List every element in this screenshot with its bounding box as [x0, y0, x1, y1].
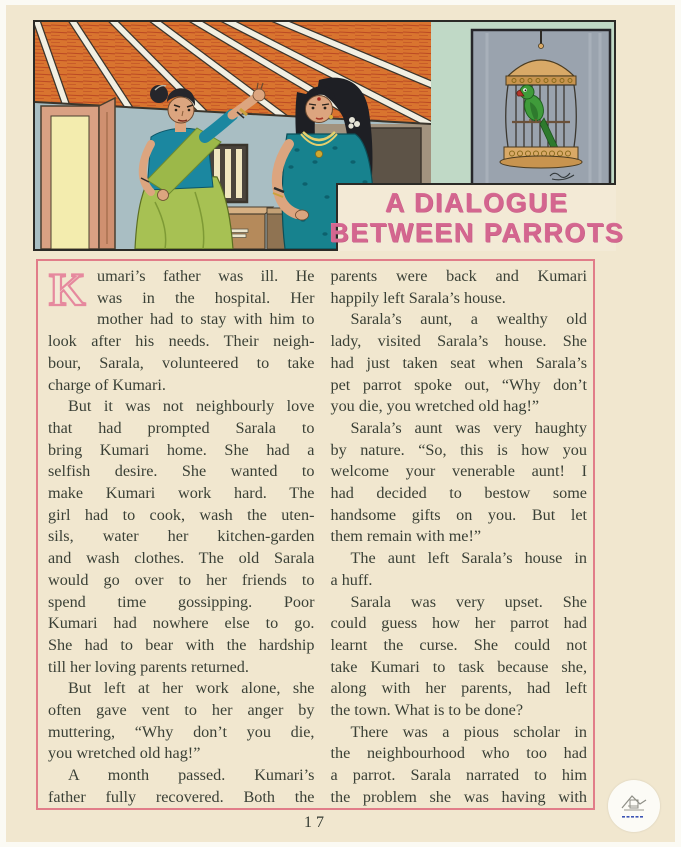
text-line: happily left Sarala’s house.: [330, 288, 506, 307]
text-line: the town. What is to be done?: [330, 701, 524, 720]
text-line: often gave vent to her anger by: [48, 701, 315, 720]
drop-cap-letter: K: [49, 269, 86, 311]
story-text-box: [36, 259, 595, 810]
text-line: that had prompted Sarala to: [48, 418, 315, 437]
publisher-stamp: [608, 780, 660, 832]
text-line: was in the hospital. Her: [97, 288, 315, 307]
drop-cap: [48, 269, 92, 311]
text-line: She had to bear with the hardship: [48, 635, 315, 654]
parrot-cage-inset: [472, 30, 610, 187]
text-line: learnt the curse. She could not: [330, 635, 587, 654]
text-line: handsome gifts on you. But let: [330, 505, 587, 524]
text-line: spend time gossipping. Poor: [48, 592, 315, 611]
story-title-box: [329, 183, 625, 251]
text-line: muttering, “Why don’t you die,: [48, 722, 315, 741]
page-number: 17: [304, 814, 328, 831]
text-line: a parrot. Sarala narrated to him: [330, 766, 587, 785]
text-line: a huff.: [330, 570, 373, 589]
text-line: take Kumari to task because she,: [330, 657, 587, 676]
text-line: by nature. “So, this is how you: [330, 440, 587, 459]
text-line: father fully recovered. Both the: [48, 787, 315, 806]
text-line: make Kumari work hard. The: [48, 484, 315, 503]
text-line: A month passed. Kumari’s: [68, 766, 315, 785]
text-line: pet parrot spoke out, “Why don’t: [330, 375, 587, 394]
text-line: welcome your venerable aunt! I: [330, 462, 587, 481]
text-line: the problem she was having with: [330, 787, 587, 806]
bindi: [317, 97, 321, 101]
text-line: But left at her work alone, she: [68, 679, 315, 698]
text-line: them remain with me!”: [330, 527, 482, 546]
text-column: [330, 266, 587, 809]
text-line: mother had to stay with him to: [97, 310, 315, 329]
text-line: girl had to cook, wash the uten-: [48, 505, 315, 524]
text-line: parents were back and Kumari: [330, 267, 587, 285]
text-line: lady, visited Sarala’s house. She: [330, 332, 587, 351]
text-line: Sarala’s aunt was very haughty: [350, 418, 587, 437]
text-line: There was a pious scholar in: [350, 722, 587, 741]
text-line: the neighbourhood who too had: [330, 744, 587, 763]
text-line: charge of Kumari.: [48, 375, 166, 394]
text-line: had just taken seat when Sarala’s: [330, 353, 587, 372]
open-door: [41, 98, 115, 249]
text-line: The aunt left Sarala’s house in: [350, 549, 587, 568]
text-line: Sarala was very upset. She: [350, 592, 587, 611]
text-line: sils, water her kitchen-garden: [48, 527, 315, 546]
text-line: would go over to her friends to: [48, 570, 315, 589]
text-line: look after his needs. Their neigh-: [48, 332, 315, 351]
earring: [329, 115, 333, 119]
text-line: till her loving parents returned.: [48, 657, 249, 676]
text-line: you die, you wretched old hag!”: [330, 397, 540, 416]
text-column: [48, 266, 314, 809]
text-line: had decided to bestow some: [330, 484, 587, 503]
text-line: along with her parents, had left: [330, 679, 587, 698]
text-line: and wash clothes. The old Sarala: [48, 549, 315, 568]
stamp-sketch-icon: [614, 786, 654, 826]
text-line: Sarala’s aunt, a wealthy old: [350, 310, 587, 329]
text-line: Kumari had nowhere else to go.: [48, 614, 315, 633]
text-line: could guess how her parrot had: [330, 614, 587, 633]
text-line: umari’s father was ill. He: [97, 267, 315, 285]
text-line: you wretched old hag!”: [48, 744, 201, 763]
text-line: selfish desire. She wanted to: [48, 462, 315, 481]
text-line: bring Kumari home. She had a: [48, 440, 315, 459]
story-title-line2: BETWEEN PARROTS: [329, 218, 625, 248]
text-line: bour, Sarala, volunteered to take: [48, 353, 315, 372]
story-title-line1: A DIALOGUE: [385, 188, 569, 218]
text-line: But it was not neighbourly love: [68, 397, 315, 416]
